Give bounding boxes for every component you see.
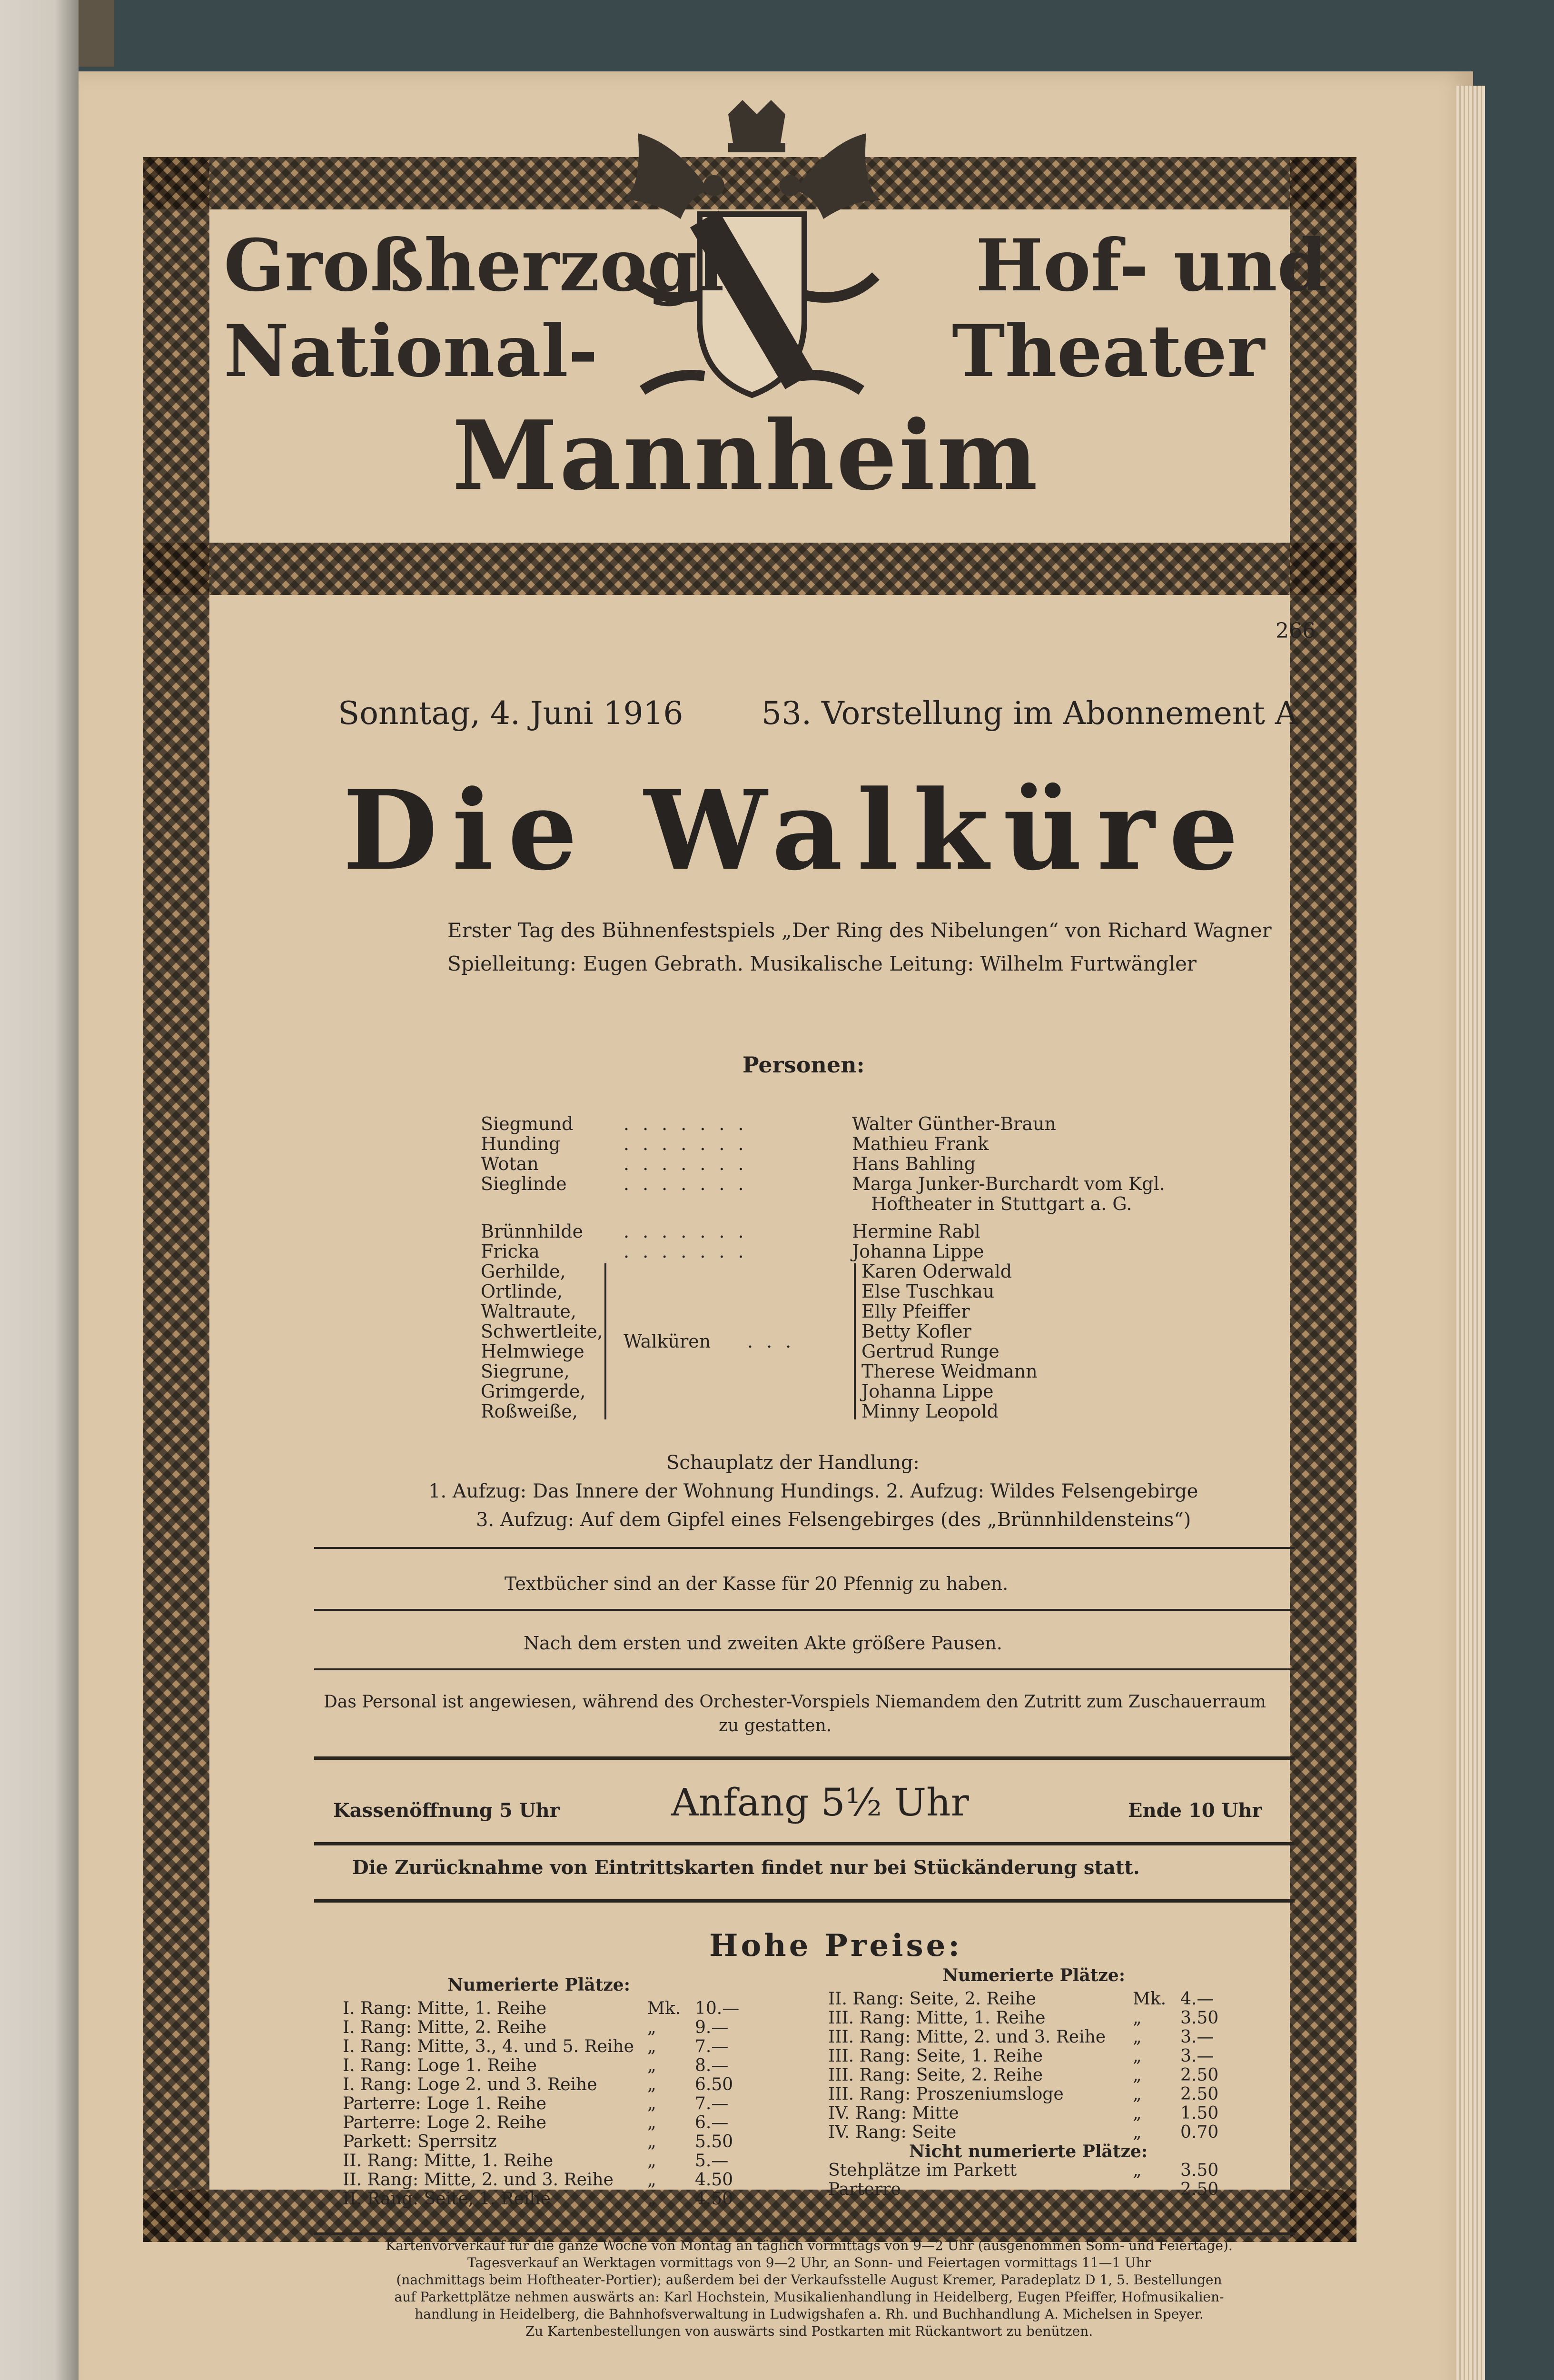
price-value: 10.— <box>695 1999 740 2018</box>
price-unit: „ <box>1133 2065 1142 2085</box>
price-value: 0.70 <box>1180 2122 1219 2142</box>
price-value: 6.50 <box>695 2075 733 2094</box>
divider <box>314 1547 1295 1549</box>
price-seat: Stehplätze im Parkett <box>828 2161 1017 2180</box>
cast-dots: ....... <box>624 1241 757 1262</box>
price-unit: „ <box>647 2113 656 2132</box>
textbooks-note: Textbücher sind an der Kasse für 20 Pfennig zu haben. <box>505 1573 1009 1594</box>
price-seat: III. Rang: Proszeniumsloge <box>828 2084 1064 2104</box>
cast-actor: Hermine Rabl <box>852 1221 980 1242</box>
price-seat: I. Rang: Mitte, 2. Reihe <box>343 2018 547 2037</box>
price-seat: III. Rang: Seite, 1. Reihe <box>828 2046 1043 2066</box>
divider <box>314 1842 1295 1845</box>
walkuere-role: Grimgerde, <box>481 1381 586 1402</box>
price-seat: IV. Rang: Seite <box>828 2122 957 2142</box>
presale-line: Tagesverkauf an Werktagen vormittags von 9—2 Uhr, an Sonn- und Feiertagen vormittags 11—1 Uhr <box>467 2255 1151 2271</box>
walkuere-actor: Elly Pfeiffer <box>861 1301 970 1322</box>
header-city: Mannheim <box>452 400 1040 512</box>
acts-line-1: 1. Aufzug: Das Innere der Wohnung Hundings. 2. Aufzug: Wildes Felsengebirge <box>428 1480 1198 1502</box>
price-value: 3.50 <box>1180 2008 1219 2028</box>
prices-unnumbered-heading: Nicht numerierte Plätze: <box>909 2142 1148 2162</box>
price-seat: Parterre <box>828 2180 901 2199</box>
price-seat: I. Rang: Mitte, 3., 4. und 5. Reihe <box>343 2037 634 2056</box>
price-value: 6.— <box>695 2113 729 2132</box>
price-value: 7.— <box>695 2094 729 2113</box>
walkuere-role: Roßweiße, <box>481 1401 578 1422</box>
page-edges <box>1456 86 1485 2380</box>
header-line2-right: Theater <box>952 309 1265 393</box>
walkuere-role: Schwertleite, <box>481 1321 603 1342</box>
price-unit: „ <box>647 2018 656 2037</box>
price-unit: Mk. <box>647 1999 681 2018</box>
cast-actor: Marga Junker-Burchardt vom Kgl. <box>852 1173 1165 1194</box>
prices-left-heading: Numerierte Plätze: <box>447 1975 630 1995</box>
walkuere-actor: Else Tuschkau <box>861 1281 995 1302</box>
page-number: 266 <box>1276 619 1316 643</box>
price-seat: I. Rang: Loge 2. und 3. Reihe <box>343 2075 597 2094</box>
price-value: 2.50 <box>1180 2084 1219 2104</box>
cast-actor: Mathieu Frank <box>852 1133 989 1154</box>
staff-note-line1: Das Personal ist angewiesen, während des Orchester-Vorspiels Niemandem den Zutritt zum Zuschauerraum <box>324 1692 1266 1712</box>
cast-dots: ....... <box>624 1221 757 1242</box>
cast-role: Fricka <box>481 1241 540 1262</box>
price-seat: III. Rang: Mitte, 1. Reihe <box>828 2008 1046 2028</box>
end-time: Ende 10 Uhr <box>1128 1799 1262 1822</box>
staff-note-line2: zu gestatten. <box>719 1716 832 1735</box>
walkuere-actor: Therese Weidmann <box>861 1361 1038 1382</box>
box-office-time: Kassenöffnung 5 Uhr <box>333 1799 560 1822</box>
presale-line: handlung in Heidelberg, die Bahnhofsverwaltung in Ludwigshafen a. Rh. und Buchhandlung A. Michelsen in Speyer. <box>415 2306 1204 2322</box>
price-seat: II. Rang: Seite, 2. Reihe <box>828 1989 1036 2009</box>
price-value: 5.50 <box>695 2132 733 2152</box>
presale-info <box>319 2237 1299 2340</box>
cast-dots: ....... <box>624 1133 757 1154</box>
cast-actor: Johanna Lippe <box>852 1241 984 1262</box>
presale-line: (nachmittags beim Hoftheater-Portier); außerdem bei der Verkaufsstelle August Kremer, Paradeplatz D 1, 5. Bestellungen <box>396 2272 1222 2288</box>
cast-role: Brünnhilde <box>481 1221 584 1242</box>
header-line1-left: Großherzogl. <box>224 224 749 307</box>
price-value: 4.— <box>1180 1989 1214 2009</box>
bracket-left <box>604 1263 606 1419</box>
ornament-border-right <box>1290 157 1356 2242</box>
divider <box>314 1756 1295 1760</box>
prices-title: Hohe Preise: <box>709 1928 962 1964</box>
start-time: Anfang 5½ Uhr <box>671 1780 969 1825</box>
price-unit: „ <box>647 2056 656 2075</box>
price-seat: II. Rang: Seite, 1. Reihe <box>343 2189 551 2209</box>
price-seat: Parterre: Loge 2. Reihe <box>343 2113 546 2132</box>
price-value: 1.50 <box>1180 2103 1219 2123</box>
walkuere-role: Helmwiege <box>481 1341 584 1362</box>
price-value: 2.50 <box>1180 2065 1219 2085</box>
walkuere-actor: Minny Leopold <box>861 1401 999 1422</box>
price-unit: „ <box>1133 2027 1142 2047</box>
price-seat: I. Rang: Loge 1. Reihe <box>343 2056 537 2075</box>
price-unit: Mk. <box>1133 1989 1167 2009</box>
cast-role: Hunding <box>481 1133 561 1154</box>
price-value: 4.50 <box>695 2170 733 2190</box>
cast-actor: Hoftheater in Stuttgart a. G. <box>871 1193 1132 1214</box>
ornament-border-left <box>143 157 209 2242</box>
price-seat: Parkett: Sperrsitz <box>343 2132 497 2152</box>
price-unit: „ <box>1133 2161 1142 2180</box>
bracket-right <box>854 1263 856 1419</box>
price-seat: III. Rang: Seite, 2. Reihe <box>828 2065 1043 2085</box>
price-unit: „ <box>1133 2122 1142 2142</box>
walkuere-actor: Karen Oderwald <box>861 1261 1012 1282</box>
price-value: 2.50 <box>1180 2180 1219 2199</box>
divider <box>314 1609 1295 1611</box>
walkuere-actor: Johanna Lippe <box>861 1381 994 1402</box>
price-unit: „ <box>647 2094 656 2113</box>
divider <box>314 1668 1295 1670</box>
price-seat: III. Rang: Mitte, 2. und 3. Reihe <box>828 2027 1106 2047</box>
price-value: 3.50 <box>1180 2161 1219 2180</box>
presale-line: Kartenvorverkauf für die ganze Woche von Montag an täglich vormittags von 9—2 Uhr (ausgenommen Sonn- und Feiertage). <box>386 2238 1233 2253</box>
subscription-info: 53. Vorstellung im Abonnement A <box>762 695 1298 732</box>
price-value: 8.— <box>695 2056 729 2075</box>
cast-dots: ....... <box>624 1173 757 1194</box>
price-unit: „ <box>1133 2046 1142 2066</box>
price-unit: „ <box>647 2189 656 2209</box>
presale-line: Zu Kartenbestellungen von auswärts sind Postkarten mit Rückantwort zu benützen. <box>525 2323 1093 2339</box>
price-value: 9.— <box>695 2018 729 2037</box>
header-line1-right: Hof- und <box>976 224 1327 307</box>
price-value: 7.— <box>695 2037 729 2056</box>
price-value: 5.— <box>695 2151 729 2171</box>
presale-line: auf Parkettplätze nehmen auswärts an: Karl Hochstein, Musikalienhandlung in Heidelberg, Eugen Pfeiffer, Hofmusikalien- <box>394 2289 1224 2305</box>
divider <box>314 2232 1295 2235</box>
price-unit: „ <box>1133 2180 1142 2199</box>
price-value: 3.— <box>1180 2027 1214 2047</box>
price-unit: „ <box>647 2075 656 2094</box>
cast-actor: Hans Bahling <box>852 1153 976 1174</box>
walkuere-role: Gerhilde, <box>481 1261 566 1282</box>
direction-credits: Spielleitung: Eugen Gebrath. Musikalische Leitung: Wilhelm Furtwängler <box>447 952 1197 975</box>
price-unit: „ <box>647 2151 656 2171</box>
refund-policy: Die Zurücknahme von Eintrittskarten findet nur bei Stückänderung statt. <box>352 1856 1140 1879</box>
performance-date: Sonntag, 4. Juni 1916 <box>338 695 683 732</box>
walkueren-label: Walküren <box>624 1331 711 1352</box>
price-value: 4.50 <box>695 2189 733 2209</box>
cast-heading: Personen: <box>742 1052 865 1078</box>
price-unit: „ <box>647 2037 656 2056</box>
setting-heading: Schauplatz der Handlung: <box>666 1452 920 1474</box>
price-unit: „ <box>647 2132 656 2152</box>
cast-dots: ....... <box>624 1153 757 1174</box>
price-seat: IV. Rang: Mitte <box>828 2103 959 2123</box>
price-seat: II. Rang: Mitte, 2. und 3. Reihe <box>343 2170 614 2190</box>
cast-role: Sieglinde <box>481 1173 567 1194</box>
price-unit: „ <box>1133 2103 1142 2123</box>
walkuere-actor: Gertrud Runge <box>861 1341 1000 1362</box>
ornament-border-header <box>143 543 1356 595</box>
acts-line-2: 3. Aufzug: Auf dem Gipfel eines Felsengebirges (des „Brünnhildensteins“) <box>476 1509 1191 1531</box>
pauses-note: Nach dem ersten und zweiten Akte größere Pausen. <box>524 1633 1002 1654</box>
walkuere-role: Waltraute, <box>481 1301 576 1322</box>
cast-role: Siegmund <box>481 1113 574 1134</box>
walkuere-actor: Betty Kofler <box>861 1321 971 1342</box>
opera-subtitle: Erster Tag des Bühnenfestspiels „Der Ring des Nibelungen“ von Richard Wagner <box>447 919 1272 942</box>
price-seat: II. Rang: Mitte, 1. Reihe <box>343 2151 554 2171</box>
price-seat: I. Rang: Mitte, 1. Reihe <box>343 1999 547 2018</box>
book-binding <box>0 0 79 2380</box>
opera-title: Die Walküre <box>343 766 1253 895</box>
walkueren-dots: ... <box>747 1331 805 1352</box>
cast-actor: Walter Günther-Braun <box>852 1113 1056 1134</box>
cast-role: Wotan <box>481 1153 539 1174</box>
price-seat: Parterre: Loge 1. Reihe <box>343 2094 546 2113</box>
header-line2-left: National- <box>224 309 598 393</box>
cast-dots: ....... <box>624 1113 757 1134</box>
price-unit: „ <box>1133 2008 1142 2028</box>
price-value: 3.— <box>1180 2046 1214 2066</box>
walkuere-role: Siegrune, <box>481 1361 570 1382</box>
price-unit: „ <box>647 2170 656 2190</box>
prices-right-heading: Numerierte Plätze: <box>942 1965 1125 1985</box>
price-unit: „ <box>1133 2084 1142 2104</box>
walkuere-role: Ortlinde, <box>481 1281 563 1302</box>
divider <box>314 1899 1295 1903</box>
